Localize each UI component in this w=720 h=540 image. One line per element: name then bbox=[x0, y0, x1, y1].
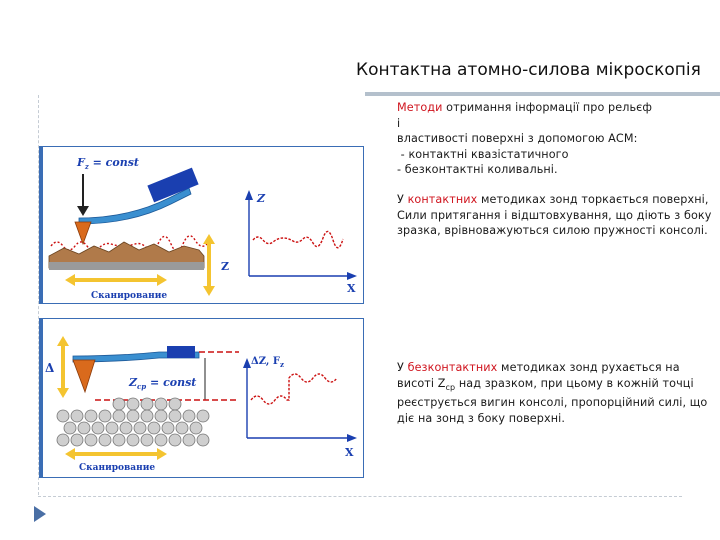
force-label: $F_z$ = const bbox=[77, 156, 139, 171]
play-icon[interactable] bbox=[34, 506, 46, 522]
plot-x-label: X bbox=[347, 282, 356, 295]
noncontact-paragraph bbox=[397, 360, 717, 426]
contact-line2: Сили притягання і відштовхування, що діють з боку зразка, врівноважуються силою пружності консолі. bbox=[397, 208, 712, 237]
title-underline bbox=[365, 92, 720, 96]
contact-paragraph bbox=[397, 192, 719, 239]
methods-highlight: Методи bbox=[397, 101, 443, 114]
noncontact-prefix: У bbox=[397, 361, 408, 374]
contact-prefix: У bbox=[397, 193, 408, 206]
plot2-x-label: X bbox=[345, 446, 354, 459]
noncontact-sub: ср bbox=[445, 382, 456, 392]
delta-label: Δ bbox=[45, 361, 55, 375]
scan-label: Сканирование bbox=[91, 291, 168, 301]
methods-line3: властивості поверхні з допомогою АСМ: bbox=[397, 132, 638, 145]
slide-title: Контактна атомно-силова мікроскопія bbox=[356, 60, 701, 80]
sample-substrate bbox=[49, 262, 204, 270]
noncontact-afm-figure bbox=[39, 318, 364, 478]
noncontact-rest2: над зразком, при цьому в кожній точці реєструється вигин консолі, пропорційний силі, що діє на зонд з боку поверхні. bbox=[397, 376, 708, 425]
z-label: Z bbox=[221, 260, 230, 273]
contact-afm-figure bbox=[39, 146, 364, 304]
methods-paragraph bbox=[397, 100, 717, 178]
plot2-y-label: ΔZ, $F_z$ bbox=[251, 356, 284, 369]
methods-line5: - безконтактні коливальні. bbox=[397, 163, 558, 176]
methods-line2: і bbox=[397, 116, 401, 130]
methods-line1: отримання інформації про рельєф bbox=[442, 101, 653, 114]
methods-line4: - контактні квазістатичного bbox=[397, 147, 569, 161]
contact-rest: методиках зонд торкається поверхні, bbox=[477, 193, 709, 206]
figure1-left-bar bbox=[40, 147, 43, 303]
noncontact-rest1: методиках зонд рухається на висоті Z bbox=[397, 361, 680, 390]
cantilever-mount-2 bbox=[167, 346, 195, 358]
zcp-label: $Z_{cp}$ = const bbox=[129, 376, 197, 391]
noncontact-highlight: безконтактних bbox=[407, 361, 498, 374]
scan-label-2: Сканирование bbox=[79, 463, 156, 473]
plot-y-label: Z bbox=[257, 192, 266, 205]
figure2-left-bar bbox=[40, 319, 43, 477]
contact-highlight: контактних bbox=[407, 193, 478, 206]
side-divider bbox=[38, 95, 39, 495]
bottom-divider bbox=[38, 496, 682, 497]
